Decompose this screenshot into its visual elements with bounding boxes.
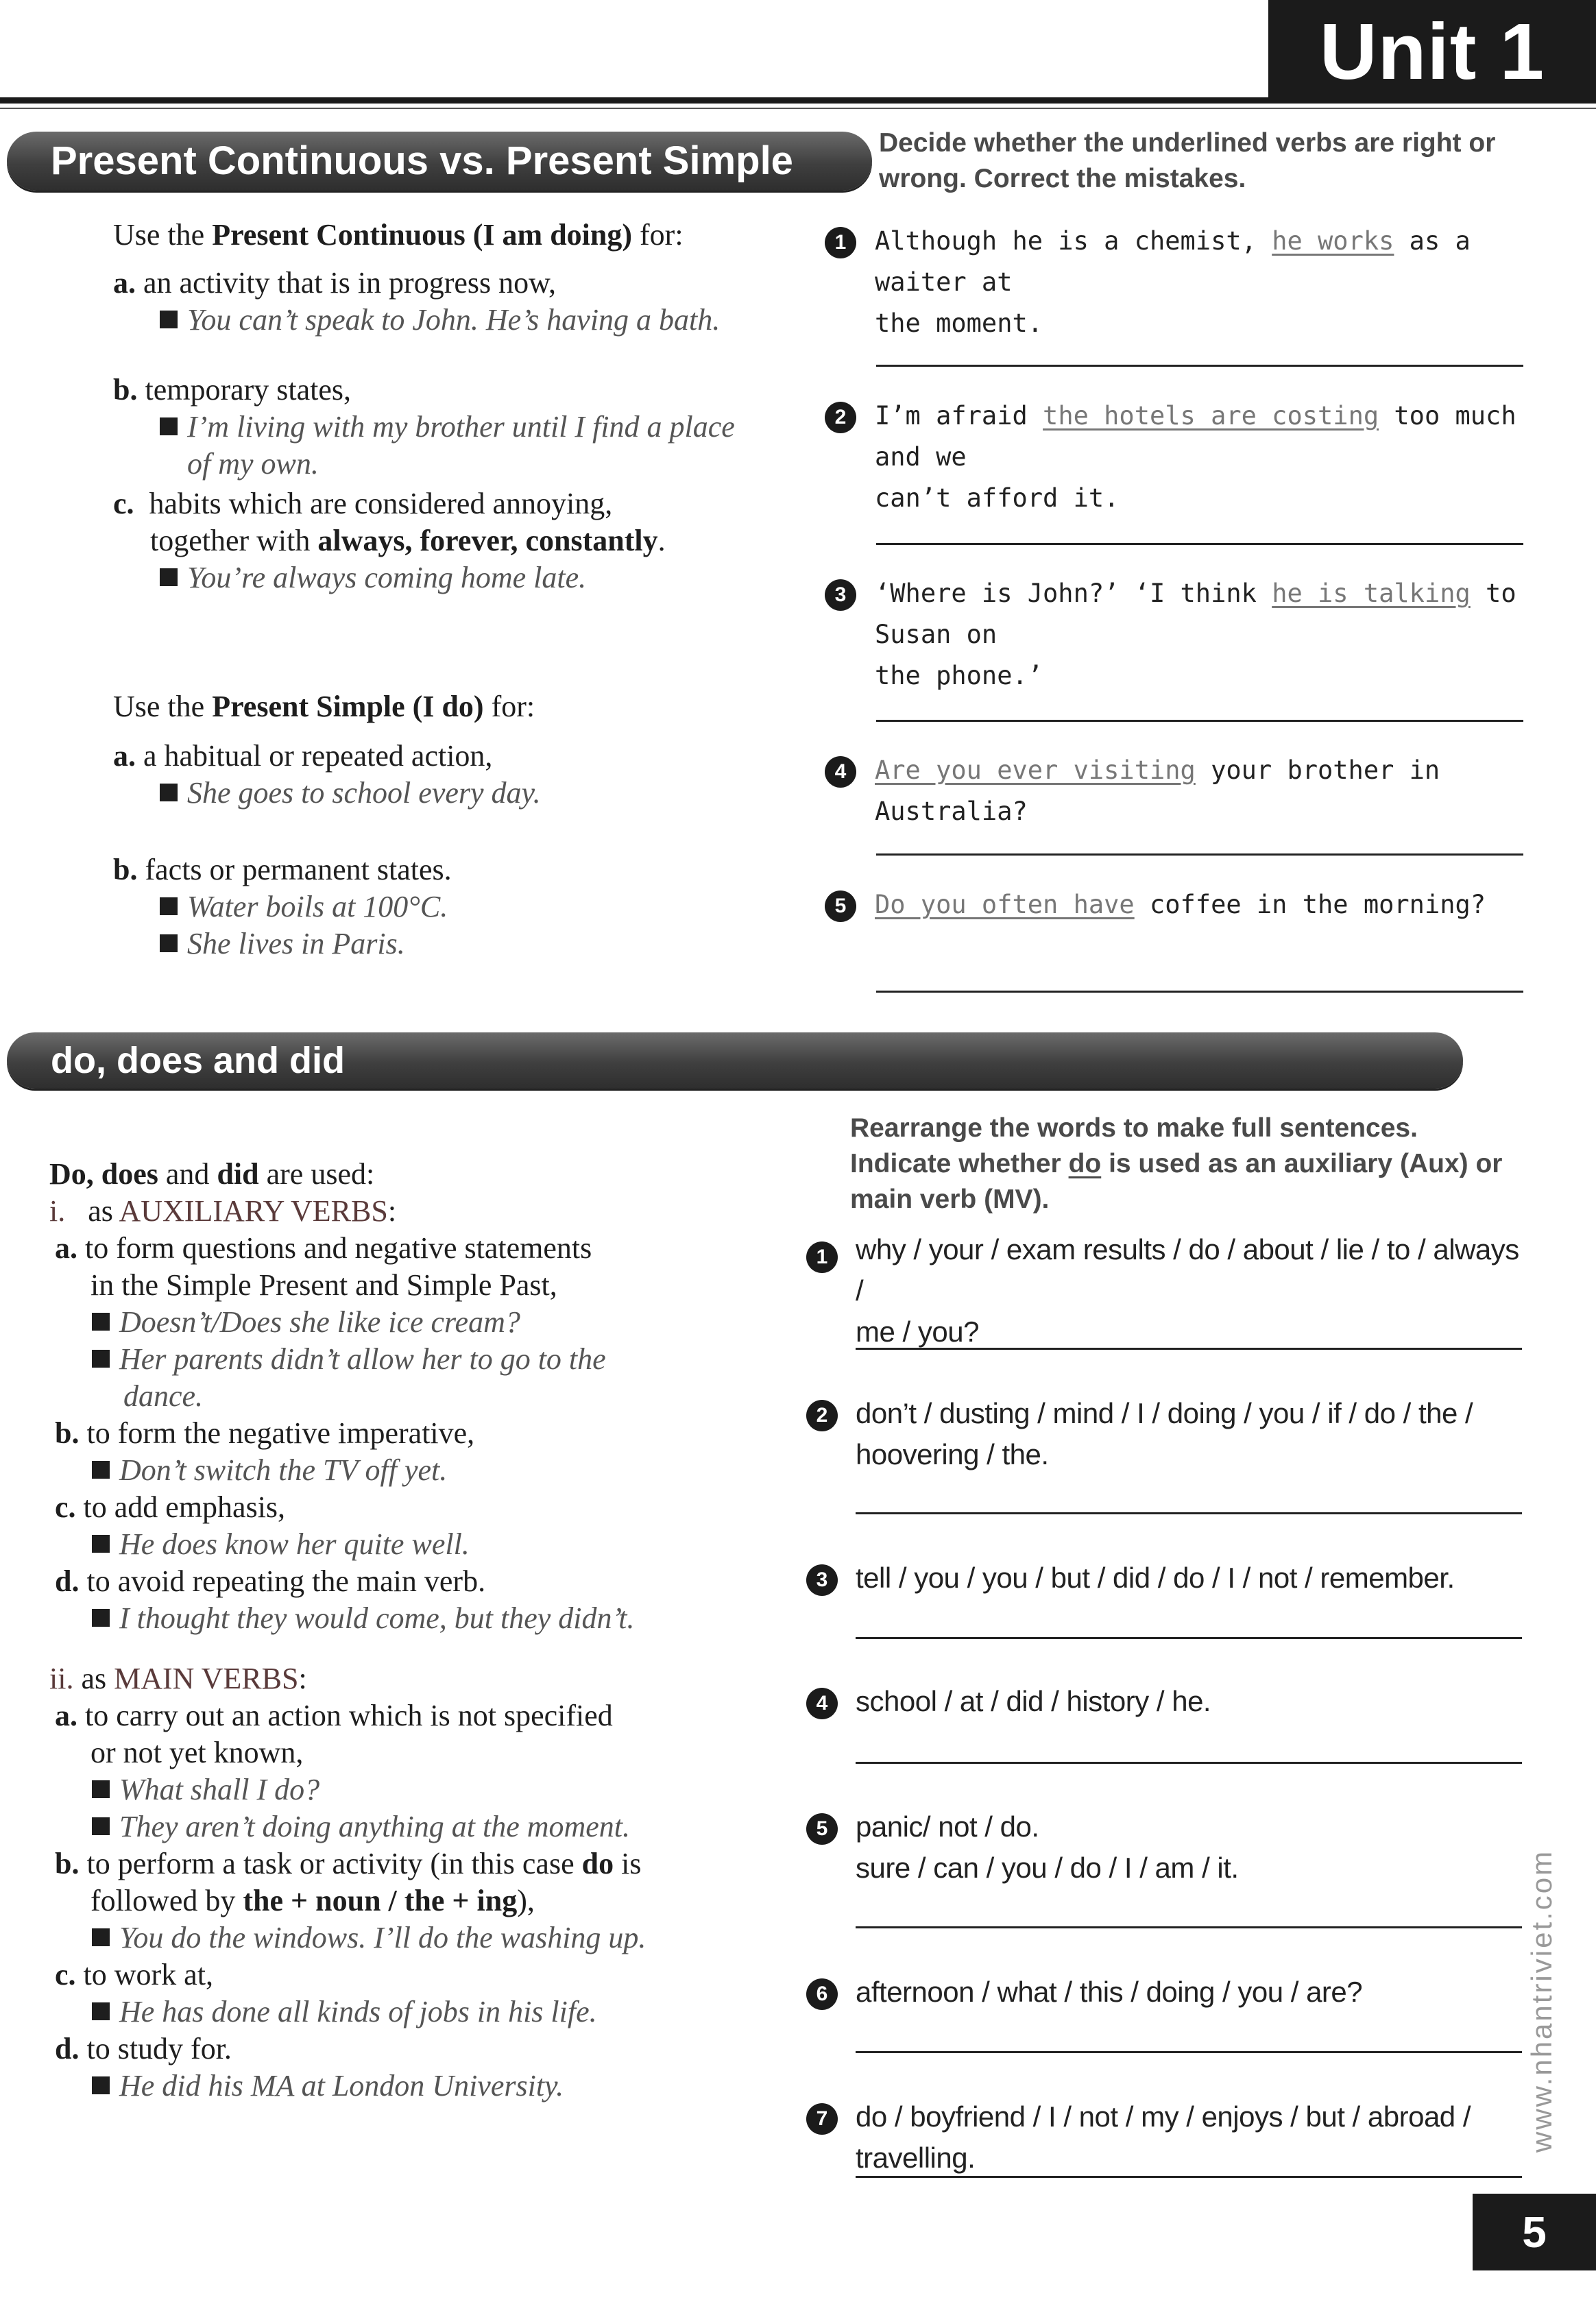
underlined-verb: he is talking: [1272, 579, 1471, 608]
example: [49, 1526, 790, 1563]
text: together with: [150, 524, 318, 557]
text: sure / can / you / do / I / am / it.: [856, 1852, 1239, 1884]
text: do / boyfriend / I / not / my / enjoys / but / abroad / travelling.: [856, 2100, 1471, 2174]
example: [49, 1341, 790, 1378]
heading-caps: MAIN VERBS: [114, 1662, 299, 1695]
example: [113, 925, 799, 962]
item-letter: b.: [55, 1847, 80, 1880]
answer-line[interactable]: [856, 1762, 1522, 1764]
example-text: She goes to school every day.: [187, 776, 541, 810]
question-number-badge: 5: [806, 1813, 838, 1845]
example-text: He did his MA at London University.: [119, 2069, 564, 2103]
question-text: [856, 1229, 1527, 1353]
rule-heading: [49, 1193, 790, 1230]
text: Although he is a chemist,: [875, 226, 1272, 256]
term: the + noun / the + ing: [243, 1884, 518, 1917]
question-number-badge: 6: [806, 1978, 838, 2010]
example: [113, 888, 799, 925]
example-text: of my own.: [187, 447, 319, 481]
example-text: You do the windows. I’ll do the washing up.: [119, 1921, 646, 1954]
roman-numeral: ii.: [49, 1662, 74, 1695]
question-number-badge: 4: [806, 1688, 838, 1719]
question-text: [875, 396, 1560, 519]
bullet-square-icon: [92, 2002, 110, 2020]
text: why / your / exam results / do / about / lie / to / always /: [856, 1233, 1519, 1307]
text: coffee in the morning?: [1134, 890, 1486, 919]
rule-item: [49, 1230, 790, 1267]
rule-item: [113, 265, 799, 302]
rule-item: [49, 1956, 790, 1994]
item-text: to avoid repeating the main verb.: [86, 1564, 486, 1598]
text: me / you?: [856, 1316, 979, 1348]
answer-line[interactable]: [856, 1637, 1522, 1639]
question-text: [856, 1558, 1527, 1599]
question-number-badge: 3: [806, 1564, 838, 1596]
bullet-square-icon: [92, 1350, 110, 1368]
rule-item: [113, 738, 799, 775]
item-text: a habitual or repeated action,: [143, 739, 493, 773]
rule-item: [49, 1563, 790, 1600]
section-banner-present: Present Continuous vs. Present Simple: [7, 132, 872, 191]
rule-item-cont: [113, 522, 799, 559]
bullet-square-icon: [92, 1313, 110, 1331]
item-text: facts or permanent states.: [145, 853, 452, 886]
answer-line[interactable]: [876, 543, 1523, 545]
example: [49, 1600, 790, 1637]
rule-intro: [49, 1156, 790, 1193]
rule-item: [113, 851, 799, 888]
answer-line[interactable]: [856, 1512, 1522, 1514]
example-text: Don’t switch the TV off yet.: [119, 1453, 448, 1487]
rule-item: [49, 1415, 790, 1452]
exercise-instruction: [850, 1111, 1536, 1217]
question-text: [856, 1393, 1527, 1475]
text: can’t afford it.: [875, 483, 1120, 513]
item-text: to form questions and negative statements: [85, 1231, 592, 1265]
text: Indicate whether: [850, 1149, 1069, 1178]
item-letter: a.: [55, 1231, 77, 1265]
text: as a waiter at: [875, 226, 1471, 297]
item-letter: b.: [113, 373, 138, 407]
grammar-do-does-did: [49, 1156, 790, 2105]
example: [113, 409, 799, 446]
instruction-line: Rearrange the words to make full sentences.: [850, 1113, 1418, 1143]
rule-item: [49, 1845, 790, 1882]
question-number-badge: 1: [806, 1241, 838, 1273]
bullet-square-icon: [92, 1780, 110, 1798]
example: [49, 2068, 790, 2105]
page-number: 5: [1473, 2194, 1596, 2270]
item-letter: d.: [55, 1564, 80, 1598]
item-text: to carry out an action which is not specified: [85, 1699, 613, 1732]
item-text: is: [614, 1847, 642, 1880]
heading-caps: AUXILIARY VERBS: [119, 1194, 388, 1228]
answer-line[interactable]: [856, 2051, 1522, 2053]
item-text: to perform a task or activity (in this case: [86, 1847, 582, 1880]
text: for:: [483, 690, 535, 723]
example-text: What shall I do?: [119, 1773, 320, 1806]
term: Do, does: [49, 1157, 158, 1191]
example-text: Her parents didn’t allow her to go to the: [119, 1342, 606, 1376]
text: I’m afraid: [875, 401, 1043, 431]
item-text: or not yet known,: [90, 1736, 304, 1769]
bullet-square-icon: [160, 934, 178, 952]
item-letter: a.: [113, 739, 136, 773]
bullet-square-icon: [160, 897, 178, 915]
grammar-present-simple: [113, 688, 799, 962]
text: school / at / did / history / he.: [856, 1685, 1211, 1717]
rule-item: [113, 485, 799, 522]
item-letter: a.: [113, 266, 136, 300]
rule-item: [49, 1489, 790, 1526]
answer-line[interactable]: [876, 853, 1523, 856]
answer-line[interactable]: [856, 2176, 1522, 2178]
term: did: [217, 1157, 259, 1191]
term: do: [581, 1847, 614, 1880]
question-text: [875, 750, 1560, 832]
text: are used:: [258, 1157, 375, 1191]
text: too much and we: [875, 401, 1516, 472]
item-text: followed by: [90, 1884, 243, 1917]
example: [49, 1919, 790, 1956]
question-number-badge: 2: [806, 1400, 838, 1431]
text: for:: [632, 218, 684, 252]
underlined-verb: he works: [1272, 226, 1394, 256]
text: :: [298, 1662, 307, 1695]
grammar-present-continuous: [113, 217, 799, 596]
text: ‘Where is John?’ ‘I think: [875, 579, 1272, 608]
item-text: habits which are considered annoying,: [149, 487, 613, 520]
rule-item: [113, 372, 799, 409]
term: always, forever, constantly: [317, 524, 658, 557]
example-text: I’m living with my brother until I find a place: [187, 410, 735, 444]
instruction-line: wrong. Correct the mistakes.: [879, 164, 1246, 193]
text: as: [88, 1194, 119, 1228]
underlined-verb: the hotels are costing: [1043, 401, 1379, 431]
item-letter: c.: [113, 487, 134, 520]
text: Use the: [113, 218, 213, 252]
text: tell / you / you / but / did / do / I / not / remember.: [856, 1562, 1455, 1594]
underlined-verb: Are you ever visiting: [875, 755, 1196, 785]
text: Use the: [113, 690, 213, 723]
bullet-square-icon: [160, 311, 178, 328]
example: [49, 1452, 790, 1489]
example: [49, 1304, 790, 1341]
rule-item-cont: [49, 1882, 790, 1919]
rule-intro: [113, 217, 799, 254]
bullet-square-icon: [92, 1817, 110, 1835]
instruction-line: main verb (MV).: [850, 1185, 1050, 1214]
question-number-badge: 2: [825, 402, 856, 433]
question-number-badge: 1: [825, 227, 856, 258]
question-text: [856, 2096, 1527, 2179]
watermark: www.nhantriviet.com: [1525, 1849, 1558, 2153]
text: the phone.’: [875, 661, 1043, 690]
rule-item: [49, 2031, 790, 2068]
header-rule-thin: [0, 108, 1596, 109]
question-text: [856, 1972, 1527, 2013]
example: [49, 1808, 790, 1845]
text: panic/ not / do.: [856, 1810, 1039, 1843]
item-letter: c.: [55, 1958, 76, 1991]
example-text: She lives in Paris.: [187, 927, 405, 960]
question-text: [856, 1806, 1527, 1889]
question-number-badge: 7: [806, 2103, 838, 2135]
bullet-square-icon: [160, 784, 178, 801]
item-letter: b.: [55, 1416, 80, 1450]
instruction-line: Decide whether the underlined verbs are right or: [879, 128, 1496, 158]
question-text: [875, 221, 1560, 344]
bullet-square-icon: [160, 417, 178, 435]
header-rule: [0, 97, 1596, 104]
answer-line[interactable]: [876, 991, 1523, 993]
text: afternoon / what / this / doing / you / are?: [856, 1976, 1363, 2008]
question-text: [875, 884, 1560, 925]
exercise-instruction: [879, 125, 1564, 197]
question-number-badge: 3: [825, 579, 856, 611]
bullet-square-icon: [92, 1461, 110, 1479]
item-letter: a.: [55, 1699, 77, 1732]
bullet-square-icon: [92, 1535, 110, 1553]
example-text: They aren’t doing anything at the moment.: [119, 1810, 631, 1843]
bullet-square-icon: [92, 2076, 110, 2094]
answer-line[interactable]: [876, 720, 1523, 722]
unit-title: Unit 1: [1268, 0, 1596, 103]
item-text: temporary states,: [145, 373, 352, 407]
bullet-square-icon: [160, 568, 178, 586]
item-text: to study for.: [86, 2032, 232, 2065]
question-number-badge: 5: [825, 890, 856, 922]
item-text: in the Simple Present and Simple Past,: [90, 1268, 557, 1302]
text: is used as an auxiliary (Aux) or: [1101, 1149, 1503, 1178]
example-text: He does know her quite well.: [119, 1527, 470, 1561]
example: [113, 775, 799, 812]
text: :: [387, 1194, 397, 1228]
term: Present Continuous (I am doing): [212, 218, 633, 252]
rule-intro: [113, 688, 799, 725]
underlined-verb: Do you often have: [875, 890, 1135, 919]
question-number-badge: 4: [825, 756, 856, 788]
text: don’t / dusting / mind / I / doing / you / if / do / the /: [856, 1397, 1473, 1429]
text: and: [158, 1157, 217, 1191]
section-banner-do-does-did: do, does and did: [7, 1032, 1463, 1089]
text: to Susan on: [875, 579, 1516, 649]
example: [49, 1994, 790, 2031]
item-letter: c.: [55, 1490, 76, 1524]
example: [113, 302, 799, 339]
item-text: to add emphasis,: [83, 1490, 286, 1524]
underlined-word: do: [1068, 1149, 1102, 1178]
rule-item: [49, 1697, 790, 1734]
answer-line[interactable]: [856, 1348, 1522, 1350]
item-text: an activity that is in progress now,: [143, 266, 557, 300]
term: Present Simple (I do): [212, 690, 484, 723]
item-text: ),: [517, 1884, 535, 1917]
text: your brother in Australia?: [875, 755, 1440, 826]
item-letter: b.: [113, 853, 138, 886]
example: [49, 1771, 790, 1808]
item-letter: d.: [55, 2032, 80, 2065]
roman-numeral: i.: [49, 1194, 66, 1228]
instruction-line: [850, 1146, 1536, 1182]
example: [113, 559, 799, 596]
item-text: to work at,: [83, 1958, 213, 1991]
question-text: [856, 1681, 1527, 1722]
text: as: [81, 1662, 114, 1695]
text: the moment.: [875, 308, 1043, 338]
example-text: You can’t speak to John. He’s having a bath.: [187, 303, 721, 337]
answer-line[interactable]: [876, 365, 1523, 367]
text: hoovering / the.: [856, 1438, 1049, 1470]
example-text: I thought they would come, but they didn’t.: [119, 1601, 635, 1635]
rule-heading: [49, 1660, 790, 1697]
example-text: You’re always coming home late.: [187, 561, 587, 594]
item-text: to form the negative imperative,: [86, 1416, 475, 1450]
example-text: Water boils at 100°C.: [187, 890, 448, 923]
answer-line[interactable]: [856, 1926, 1522, 1928]
text: .: [657, 524, 666, 557]
bullet-square-icon: [92, 1609, 110, 1627]
example-text: dance.: [123, 1379, 204, 1413]
example-text: He has done all kinds of jobs in his life.: [119, 1995, 597, 2028]
example-text: Doesn’t/Does she like ice cream?: [119, 1305, 520, 1339]
bullet-square-icon: [92, 1928, 110, 1946]
question-text: [875, 573, 1560, 696]
